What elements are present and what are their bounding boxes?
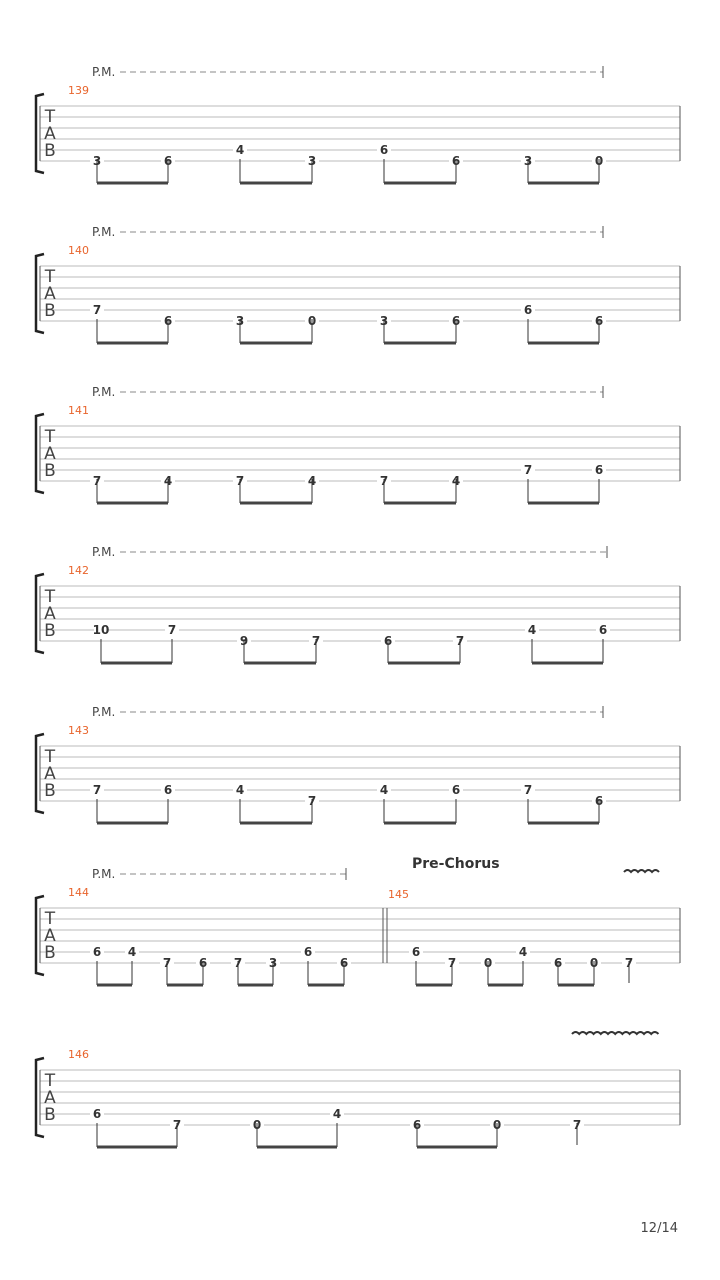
fret-number: 4 xyxy=(235,143,245,157)
fret-number: 7 xyxy=(167,623,177,637)
fret-number: 3 xyxy=(379,314,389,328)
fret-number: 10 xyxy=(92,623,110,637)
fret-number: 6 xyxy=(92,1107,102,1121)
tab-letter: A xyxy=(44,1088,56,1108)
fret-number: 3 xyxy=(523,154,533,168)
tab-letter: B xyxy=(44,141,56,161)
fret-number: 0 xyxy=(589,956,599,970)
fret-number: 3 xyxy=(235,314,245,328)
fret-number: 6 xyxy=(198,956,208,970)
fret-number: 4 xyxy=(127,945,137,959)
fret-number: 6 xyxy=(163,783,173,797)
bar-number: 143 xyxy=(68,724,89,737)
palm-mute-label: P.M. xyxy=(92,705,116,719)
fret-number: 0 xyxy=(483,956,493,970)
fret-number: 7 xyxy=(233,956,243,970)
fret-number: 6 xyxy=(379,143,389,157)
fret-number: 7 xyxy=(311,634,321,648)
section-label: Pre-Chorus xyxy=(412,856,500,872)
tab-letter: A xyxy=(44,764,56,784)
fret-number: 6 xyxy=(451,314,461,328)
fret-number: 4 xyxy=(451,474,461,488)
fret-number: 0 xyxy=(492,1118,502,1132)
tab-letter: T xyxy=(44,587,56,607)
fret-number: 7 xyxy=(92,303,102,317)
fret-number: 6 xyxy=(594,314,604,328)
palm-mute-label: P.M. xyxy=(92,545,116,559)
bar-number: 146 xyxy=(68,1048,89,1061)
fret-number: 6 xyxy=(92,945,102,959)
fret-number: 6 xyxy=(339,956,349,970)
page-number: 12/14 xyxy=(640,1221,678,1236)
fret-number: 6 xyxy=(163,154,173,168)
vibrato-mark xyxy=(572,1032,658,1034)
fret-number: 0 xyxy=(307,314,317,328)
fret-number: 6 xyxy=(412,1118,422,1132)
tab-letter: A xyxy=(44,284,56,304)
palm-mute-label: P.M. xyxy=(92,867,116,881)
tab-letter: B xyxy=(44,461,56,481)
fret-number: 7 xyxy=(447,956,457,970)
fret-number: 7 xyxy=(92,783,102,797)
bar-number: 144 xyxy=(68,886,89,899)
tab-letter: T xyxy=(44,427,56,447)
fret-number: 9 xyxy=(239,634,249,648)
fret-number: 0 xyxy=(252,1118,262,1132)
tab-letter: T xyxy=(44,107,56,127)
tab-letter: T xyxy=(44,747,56,767)
tab-letter: A xyxy=(44,124,56,144)
tab-letter: A xyxy=(44,926,56,946)
fret-number: 6 xyxy=(163,314,173,328)
fret-number: 4 xyxy=(527,623,537,637)
fret-number: 6 xyxy=(303,945,313,959)
fret-number: 6 xyxy=(411,945,421,959)
fret-number: 7 xyxy=(379,474,389,488)
fret-number: 7 xyxy=(523,463,533,477)
fret-number: 4 xyxy=(235,783,245,797)
fret-number: 6 xyxy=(553,956,563,970)
tab-letter: B xyxy=(44,621,56,641)
bar-number: 142 xyxy=(68,564,89,577)
palm-mute-label: P.M. xyxy=(92,385,116,399)
fret-number: 7 xyxy=(307,794,317,808)
tab-letter: B xyxy=(44,1105,56,1125)
fret-number: 7 xyxy=(523,783,533,797)
fret-number: 6 xyxy=(451,783,461,797)
fret-number: 4 xyxy=(163,474,173,488)
fret-number: 0 xyxy=(594,154,604,168)
fret-number: 7 xyxy=(235,474,245,488)
tab-letter: B xyxy=(44,301,56,321)
fret-number: 6 xyxy=(598,623,608,637)
fret-number: 4 xyxy=(307,474,317,488)
fret-number: 7 xyxy=(455,634,465,648)
fret-number: 7 xyxy=(624,956,634,970)
bar-number: 141 xyxy=(68,404,89,417)
vibrato-mark xyxy=(624,870,659,872)
bar-number: 139 xyxy=(68,84,89,97)
fret-number: 7 xyxy=(162,956,172,970)
fret-number: 3 xyxy=(92,154,102,168)
tab-letter: B xyxy=(44,781,56,801)
tab-letter: T xyxy=(44,267,56,287)
tab-letter: A xyxy=(44,604,56,624)
palm-mute-label: P.M. xyxy=(92,65,116,79)
fret-number: 7 xyxy=(572,1118,582,1132)
fret-number: 6 xyxy=(451,154,461,168)
fret-number: 4 xyxy=(332,1107,342,1121)
tab-letter: A xyxy=(44,444,56,464)
fret-number: 4 xyxy=(379,783,389,797)
tab-letter: T xyxy=(44,1071,56,1091)
fret-number: 6 xyxy=(594,794,604,808)
fret-number: 6 xyxy=(594,463,604,477)
fret-number: 7 xyxy=(172,1118,182,1132)
fret-number: 6 xyxy=(523,303,533,317)
fret-number: 3 xyxy=(268,956,278,970)
palm-mute-label: P.M. xyxy=(92,225,116,239)
tab-letter: B xyxy=(44,943,56,963)
fret-number: 4 xyxy=(518,945,528,959)
tab-letter: T xyxy=(44,909,56,929)
bar-number: 145 xyxy=(388,888,409,901)
fret-number: 6 xyxy=(383,634,393,648)
fret-number: 3 xyxy=(307,154,317,168)
fret-number: 7 xyxy=(92,474,102,488)
bar-number: 140 xyxy=(68,244,89,257)
